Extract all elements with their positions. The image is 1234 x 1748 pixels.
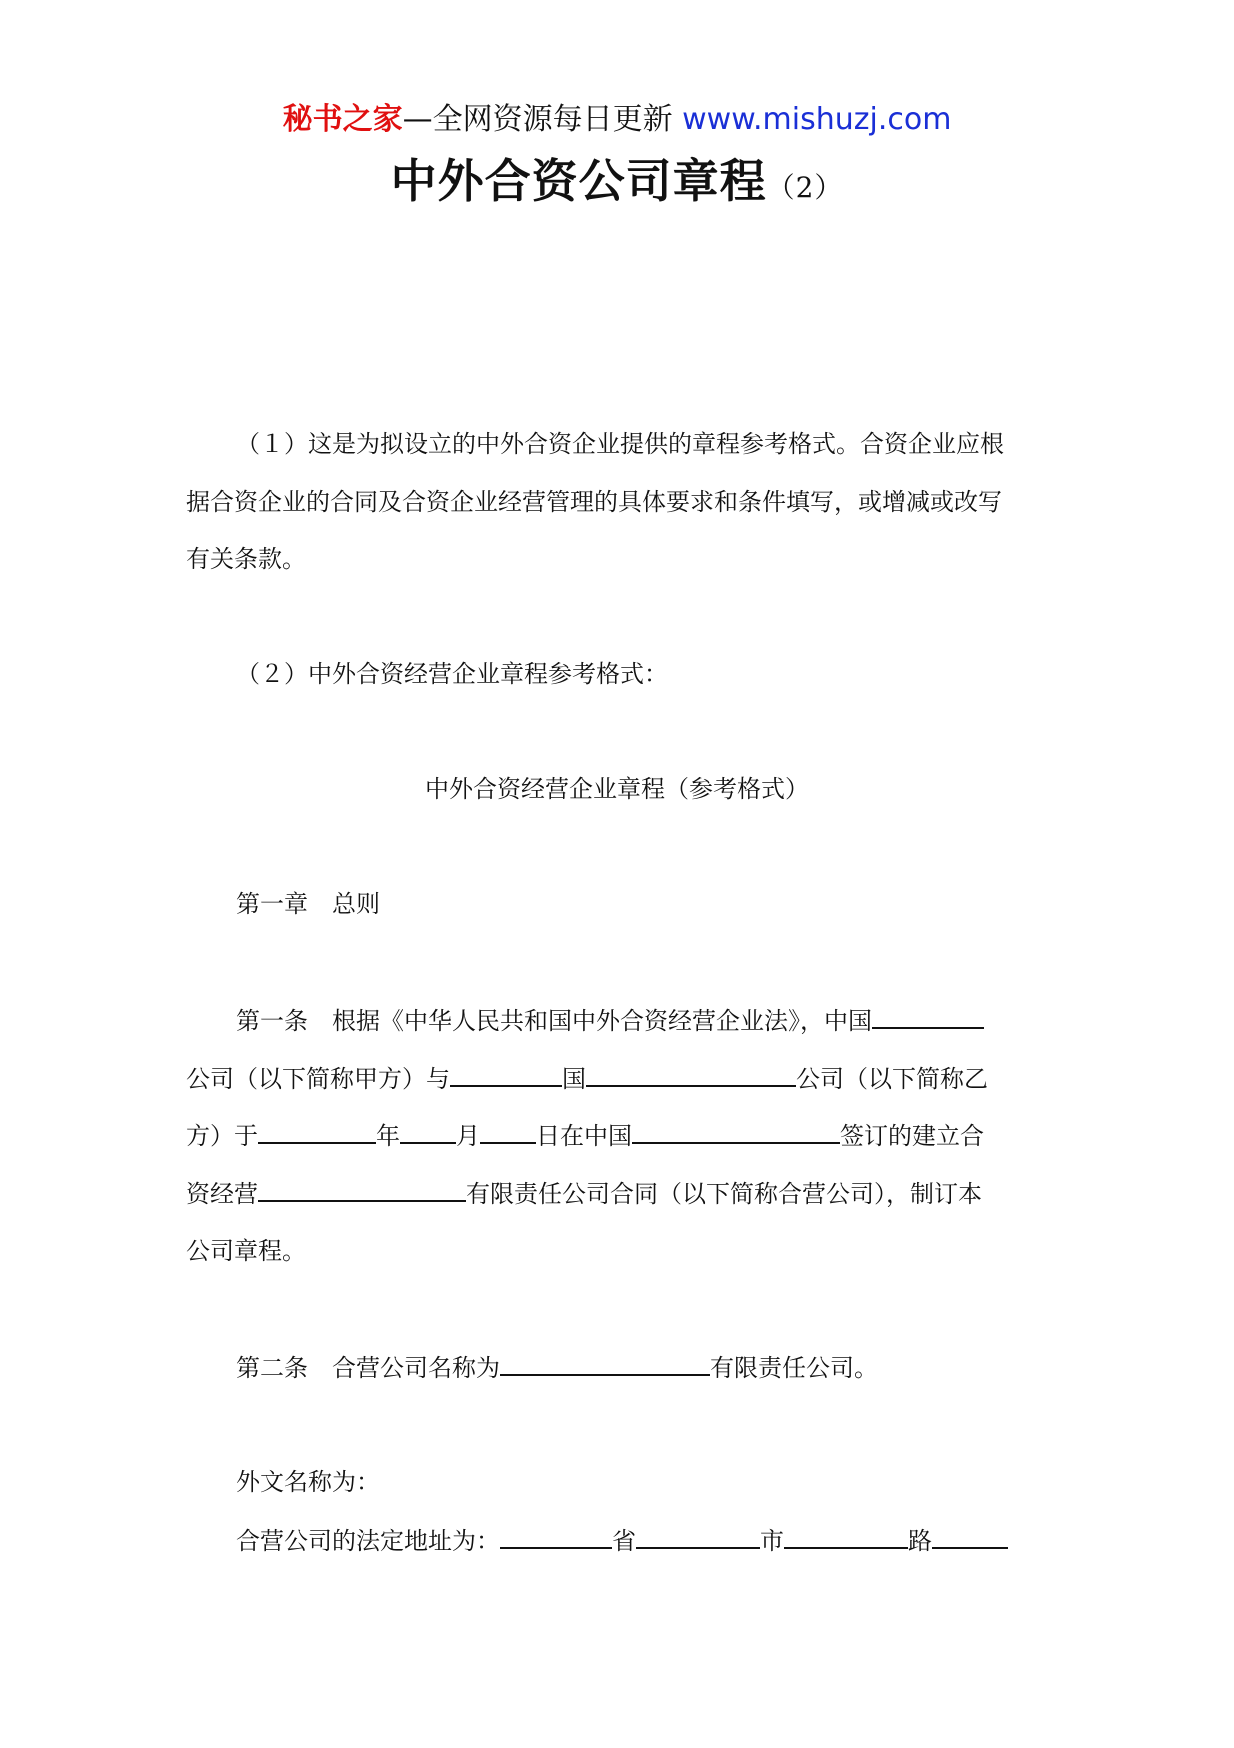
note2-paragraph: （２）中外合资经营企业章程参考格式： [236,660,668,688]
article2-text-b: 有限责任公司。 [710,1354,878,1382]
blank-foreign-country[interactable] [450,1061,562,1087]
article1-line2-text-a: 公司（以下简称甲方）与 [186,1065,450,1093]
note1-line1: （１）这是为拟设立的中外合资企业提供的章程参考格式。合资企业应根 [236,430,1004,458]
site-slogan: —全网资源每日更新 [402,102,683,137]
blank-road-number[interactable] [932,1523,1008,1549]
blank-chinese-company[interactable] [872,1003,984,1029]
reference-format-title: 中外合资经营企业章程（参考格式） [425,775,809,803]
article1-line3 [186,1118,984,1153]
article1-line4-text-b: 有限责任公司合同（以下简称合营公司），制订本 [466,1180,982,1208]
article1-line1-text: 第一条 根据《中华人民共和国中外合资经营企业法》，中国 [236,1007,872,1035]
article1-line2-text-c: 公司（以下简称乙 [796,1065,988,1093]
document-title [0,152,1234,217]
blank-foreign-company[interactable] [586,1061,796,1087]
article1-line3-text-c: 月 [456,1122,480,1150]
chapter-one-heading: 第一章 总则 [236,890,380,918]
document-title-suffix: （2） [766,171,844,204]
article1-line2-text-b: 国 [562,1065,586,1093]
blank-jv-name[interactable] [258,1176,466,1202]
site-header [0,100,1234,140]
article2-text-a: 第二条 合营公司名称为 [236,1354,500,1382]
article1-line3-text-b: 年 [376,1122,400,1150]
article1-line5: 公司章程。 [186,1237,306,1265]
blank-signing-place[interactable] [632,1118,840,1144]
legal-address-province: 省 [612,1527,636,1555]
blank-month[interactable] [400,1118,456,1144]
blank-province[interactable] [500,1523,612,1549]
blank-city[interactable] [636,1523,760,1549]
article1-line3-text-a: 方）于 [186,1122,258,1150]
site-brand: 秘书之家 [282,102,403,137]
article1-line4 [186,1176,982,1211]
blank-road[interactable] [784,1523,908,1549]
article1-line4-text-a: 资经营 [186,1180,258,1208]
article1-line2 [186,1061,988,1096]
blank-day[interactable] [480,1118,536,1144]
legal-address-road: 路 [908,1527,932,1555]
legal-address-label: 合营公司的法定地址为： [236,1527,500,1555]
legal-address-line [236,1523,1008,1558]
site-url[interactable]: www.mishuzj.com [682,102,952,137]
article1-line3-text-e: 签订的建立合 [840,1122,984,1150]
note1-line3: 有关条款。 [186,545,306,573]
article2-line [236,1350,878,1385]
foreign-name-line: 外文名称为： [236,1468,380,1496]
document-title-main: 中外合资公司章程 [390,154,767,208]
blank-year[interactable] [258,1118,376,1144]
article1-line1 [236,1003,984,1038]
article1-line3-text-d: 日在中国 [536,1122,632,1150]
legal-address-city: 市 [760,1527,784,1555]
note1-line2: 据合资企业的合同及合资企业经营管理的具体要求和条件填写，或增减或改写 [186,488,1002,516]
blank-company-name[interactable] [500,1350,710,1376]
